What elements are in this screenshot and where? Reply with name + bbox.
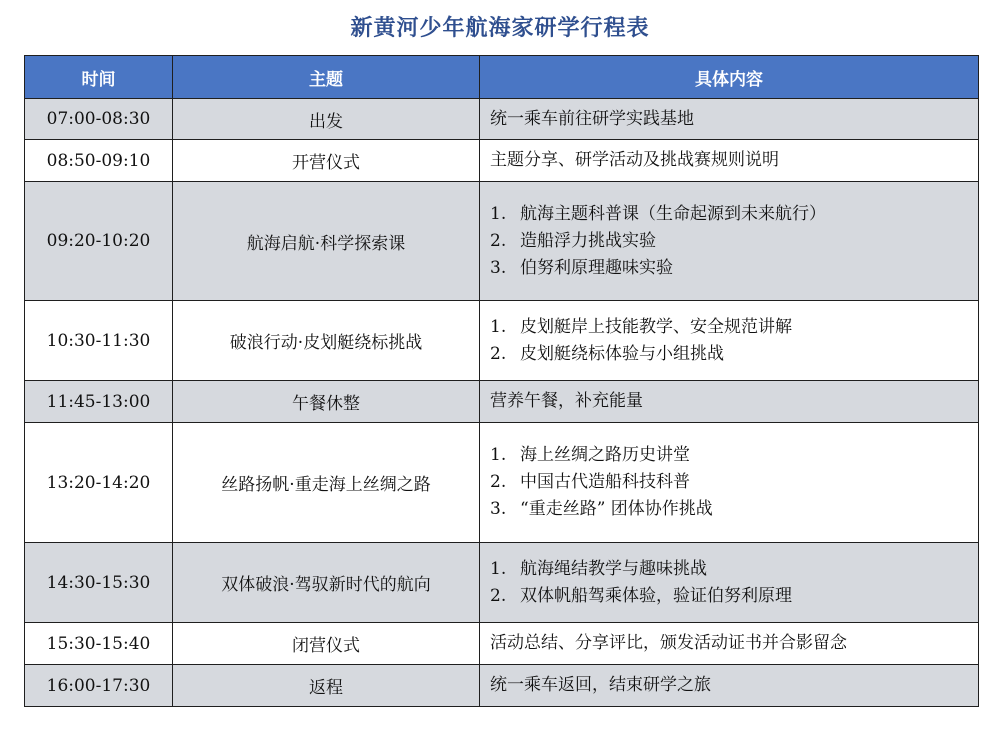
theme-cell: 返程 [173, 665, 480, 707]
schedule-table [24, 55, 979, 707]
table-row [25, 623, 979, 665]
content-item: 营养午餐，补充能量 [490, 391, 643, 411]
content-cell [480, 665, 979, 707]
content-item [490, 228, 978, 255]
item-text: 造船浮力挑战实验 [520, 230, 656, 251]
theme-cell: 双体破浪·驾驭新时代的航向 [173, 543, 480, 623]
theme-cell: 午餐休整 [173, 381, 480, 423]
item-number: 1. [490, 445, 507, 465]
time-cell: 15:30-15:40 [25, 623, 173, 665]
item-text: 航海主题科普课（生命起源到未来航行） [520, 203, 826, 224]
table-row [25, 381, 979, 423]
content-item [490, 469, 978, 496]
item-number: 1. [490, 316, 507, 337]
time-cell: 08:50-09:10 [25, 140, 173, 182]
theme-cell: 丝路扬帆·重走海上丝绸之路 [173, 423, 480, 543]
theme-cell: 破浪行动·皮划艇绕标挑战 [173, 301, 480, 381]
time-cell: 13:20-14:20 [25, 423, 173, 543]
item-number: 2. [490, 585, 507, 606]
item-number: 3. [490, 257, 507, 278]
item-number: 1. [490, 203, 507, 224]
content-cell [480, 623, 979, 665]
table-header-row [25, 56, 979, 99]
theme-cell: 闭营仪式 [173, 623, 480, 665]
content-cell [480, 140, 979, 182]
theme-cell: 出发 [173, 99, 480, 140]
table-row [25, 423, 979, 543]
content-cell [480, 381, 979, 423]
content-item [490, 201, 978, 228]
content-item: 统一乘车返回，结束研学之旅 [490, 675, 711, 695]
content-item [490, 442, 978, 469]
content-item [490, 556, 978, 583]
time-cell: 10:30-11:30 [25, 301, 173, 381]
table-row [25, 665, 979, 707]
time-cell: 14:30-15:30 [25, 543, 173, 623]
header-theme: 主题 [173, 56, 480, 99]
table-row [25, 301, 979, 381]
content-cell [480, 543, 979, 623]
content-item [490, 341, 978, 368]
table-row [25, 99, 979, 140]
item-number: 1. [490, 558, 507, 579]
content-item: 统一乘车前往研学实践基地 [490, 108, 694, 129]
content-item [490, 314, 978, 341]
item-number: 2. [490, 230, 507, 251]
table-row [25, 543, 979, 623]
item-text: 双体帆船驾乘体验，验证伯努利原理 [520, 585, 792, 606]
page-title: 新黄河少年航海家研学行程表 [350, 16, 650, 41]
content-item [490, 496, 978, 523]
item-text: “重走丝路” 团体协作挑战 [520, 499, 713, 519]
content-item [490, 255, 978, 282]
time-cell: 09:20-10:20 [25, 182, 173, 301]
item-text: 航海绳结教学与趣味挑战 [520, 558, 707, 579]
item-number: 2. [490, 472, 507, 492]
item-text: 伯努利原理趣味实验 [520, 257, 673, 278]
content-item [490, 583, 978, 610]
time-cell: 07:00-08:30 [25, 99, 173, 140]
item-number: 2. [490, 343, 507, 364]
theme-cell: 开营仪式 [173, 140, 480, 182]
theme-cell: 航海启航·科学探索课 [173, 182, 480, 301]
content-item: 主题分享、研学活动及挑战赛规则说明 [490, 150, 779, 170]
table-row [25, 140, 979, 182]
time-cell: 16:00-17:30 [25, 665, 173, 707]
header-content: 具体内容 [480, 56, 979, 99]
item-text: 皮划艇岸上技能教学、安全规范讲解 [520, 316, 792, 337]
content-cell [480, 99, 979, 140]
item-text: 海上丝绸之路历史讲堂 [520, 445, 690, 465]
content-cell [480, 423, 979, 543]
content-cell [480, 182, 979, 301]
content-cell [480, 301, 979, 381]
time-cell: 11:45-13:00 [25, 381, 173, 423]
header-time: 时间 [25, 56, 173, 99]
content-item: 活动总结、分享评比，颁发活动证书并合影留念 [490, 633, 847, 653]
item-text: 中国古代造船科技科普 [520, 472, 690, 492]
item-number: 3. [490, 499, 507, 519]
item-text: 皮划艇绕标体验与小组挑战 [520, 343, 724, 364]
table-row [25, 182, 979, 301]
